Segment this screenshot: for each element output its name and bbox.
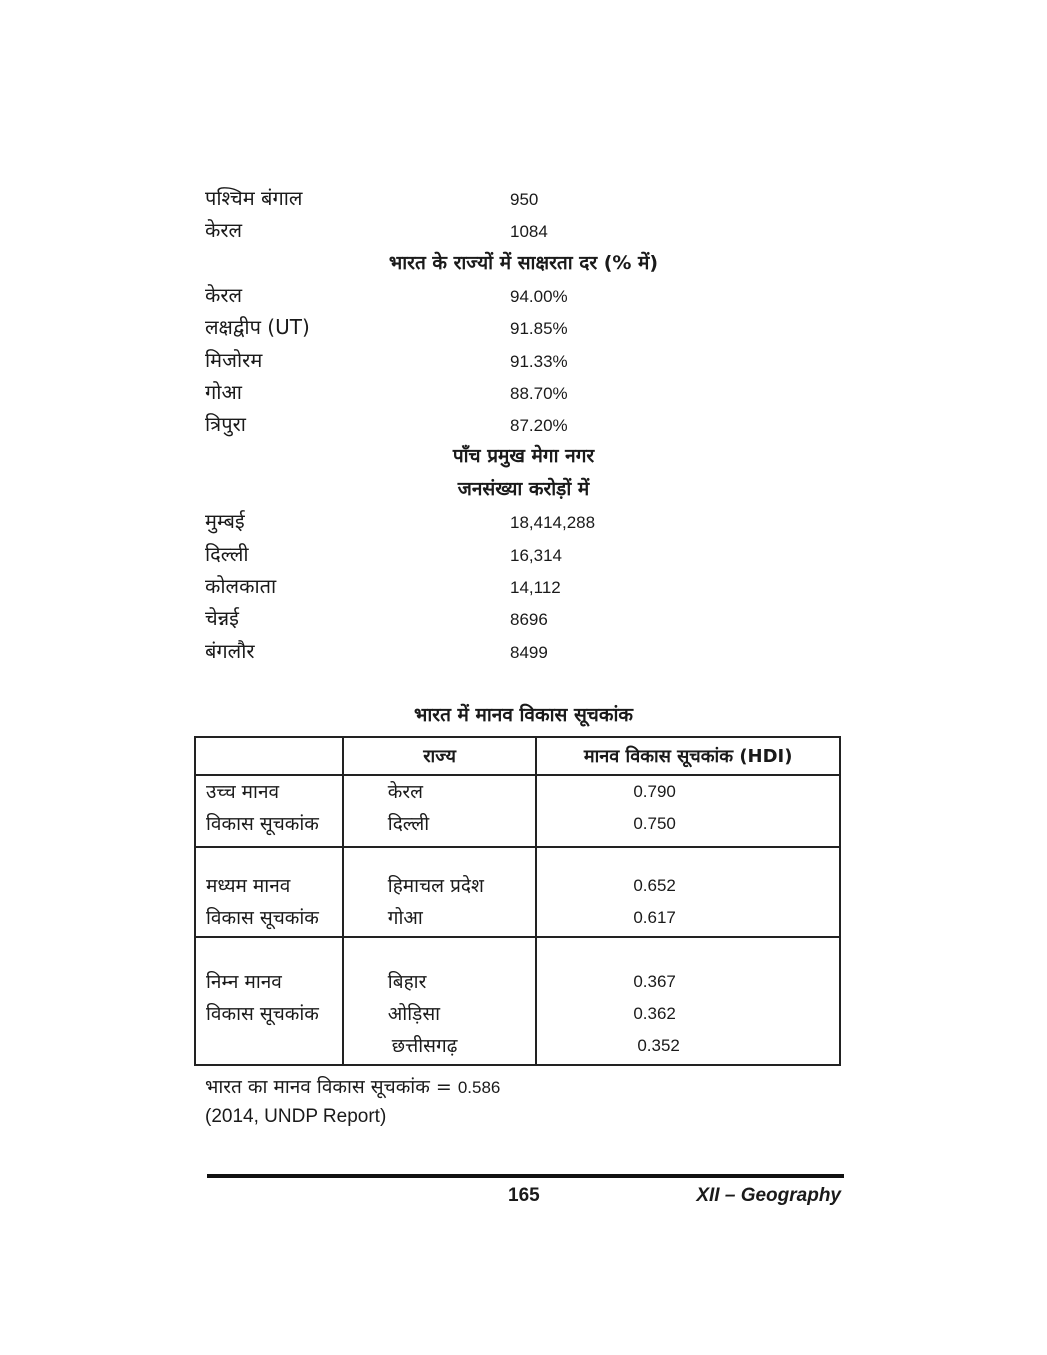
city-name: मुम्बई: [205, 509, 245, 533]
state-name: ओड़िसा: [387, 1003, 441, 1025]
sex-ratio-value: 950: [510, 190, 539, 209]
hdi-value: 0.617: [633, 908, 676, 927]
hdi-group-row: [195, 937, 840, 1065]
mega-cities-subheading: जनसंख्या करोड़ों में: [457, 478, 590, 500]
state-cell: [343, 775, 537, 847]
literacy-value: 88.70%: [510, 384, 568, 403]
city-row: [0, 604, 1047, 636]
hdi-table: [194, 736, 841, 1066]
state-name: गोआ: [387, 907, 423, 929]
literacy-value: 91.33%: [510, 352, 568, 371]
hdi-group-row: [195, 847, 840, 937]
state-name: केरल: [205, 283, 243, 307]
hdi-header-row: [195, 737, 840, 775]
category-label: विकास सूचकांक: [206, 1003, 319, 1025]
hdi-heading: भारत में मानव विकास सूचकांक: [414, 704, 633, 726]
population-value: 18,414,288: [510, 513, 596, 532]
city-name: दिल्ली: [205, 542, 249, 566]
state-name: गोआ: [205, 380, 242, 404]
hdi-value: 0.352: [637, 1036, 680, 1055]
state-name: पश्चिम बंगाल: [205, 186, 303, 210]
state-name: मिजोरम: [205, 348, 263, 372]
hdi-value-cell: [536, 775, 840, 847]
city-name: कोलकाता: [205, 574, 277, 598]
category-cell: [195, 847, 343, 937]
category-label: मध्यम मानव: [206, 875, 291, 897]
hdi-value: 0.652: [633, 876, 676, 895]
literacy-heading: भारत के राज्यों में साक्षरता दर (% में): [388, 252, 659, 274]
sex-ratio-row: [0, 184, 1047, 216]
state-cell: [343, 937, 537, 1065]
state-name: केरल: [205, 218, 243, 242]
literacy-row: [0, 378, 1047, 410]
literacy-value: 87.20%: [510, 416, 568, 435]
city-row: [0, 637, 1047, 669]
column-header: [195, 737, 343, 775]
column-header: मानव विकास सूचकांक (HDI): [536, 737, 840, 775]
india-hdi-value: 0.586: [457, 1078, 501, 1097]
hdi-value-cell: [536, 937, 840, 1065]
category-cell: [195, 775, 343, 847]
state-name: केरल: [387, 781, 424, 803]
literacy-row: [0, 410, 1047, 442]
hdi-value: 0.367: [633, 972, 676, 991]
hdi-group-row: [195, 775, 840, 847]
population-value: 8499: [510, 643, 548, 662]
page-number: 165: [508, 1185, 540, 1206]
state-name: लक्षद्वीप (UT): [205, 315, 310, 339]
city-row: [0, 540, 1047, 572]
city-row: [0, 572, 1047, 604]
literacy-row: [0, 313, 1047, 345]
category-label: विकास सूचकांक: [206, 907, 319, 929]
mega-cities-heading: पाँच प्रमुख मेगा नगर: [452, 445, 595, 467]
category-label: विकास सूचकांक: [206, 813, 319, 835]
population-value: 16,314: [510, 546, 562, 565]
india-hdi-label: भारत का मानव विकास सूचकांक =: [205, 1076, 452, 1098]
category-label: निम्न मानव: [206, 971, 282, 993]
state-name: दिल्ली: [387, 813, 430, 835]
state-name: त्रिपुरा: [205, 412, 246, 436]
literacy-row: [0, 281, 1047, 313]
category-cell: [195, 937, 343, 1065]
population-value: 8696: [510, 610, 548, 629]
hdi-value: 0.362: [633, 1004, 676, 1023]
hdi-value: 0.790: [633, 782, 676, 801]
literacy-value: 91.85%: [510, 319, 568, 338]
state-name: हिमाचल प्रदेश: [387, 875, 484, 897]
state-name: बिहार: [387, 971, 427, 993]
population-value: 14,112: [510, 578, 561, 597]
category-label: उच्च मानव: [206, 781, 280, 803]
india-hdi-note: [205, 1073, 500, 1102]
footer-rule: [207, 1174, 844, 1178]
state-name: छत्तीसगढ़: [391, 1035, 458, 1057]
city-name: चेन्नई: [205, 606, 239, 630]
column-header: राज्य: [343, 737, 537, 775]
literacy-row: [0, 346, 1047, 378]
literacy-value: 94.00%: [510, 287, 568, 306]
sex-ratio-row: [0, 216, 1047, 248]
city-row: [0, 507, 1047, 539]
hdi-value-cell: [536, 847, 840, 937]
subject-title: XII – Geography: [696, 1185, 841, 1206]
state-cell: [343, 847, 537, 937]
sex-ratio-value: 1084: [510, 222, 548, 241]
city-name: बंगलौर: [205, 639, 255, 663]
source-note: (2014, UNDP Report): [205, 1106, 387, 1127]
hdi-value: 0.750: [633, 814, 676, 833]
